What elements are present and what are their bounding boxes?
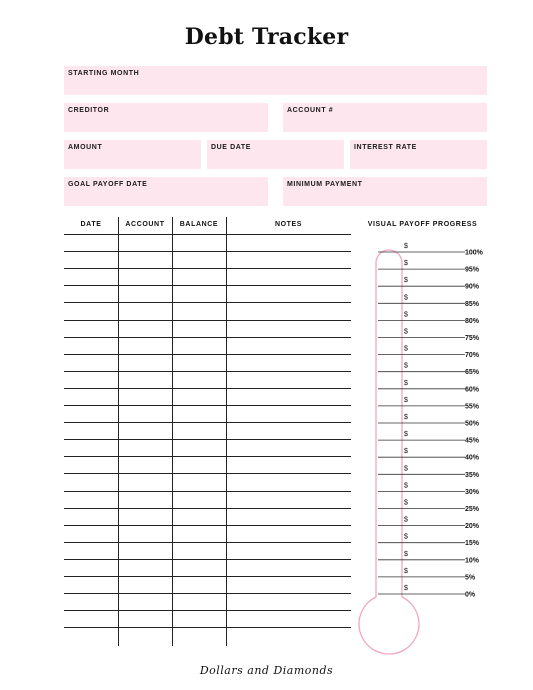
progress-percent-label: 0%	[465, 591, 476, 599]
progress-percent-label: 30%	[465, 488, 480, 496]
due-date-label: DUE DATE	[211, 144, 252, 151]
progress-percent-label: 55%	[465, 403, 480, 411]
progress-percent-label: 50%	[465, 420, 480, 428]
progress-percent-label: 5%	[465, 574, 476, 582]
balance-column-header: BALANCE	[179, 221, 219, 228]
progress-percent-label: 80%	[465, 317, 480, 325]
account-number-label: ACCOUNT #	[287, 107, 334, 114]
dollar-amount-label: $	[404, 277, 408, 285]
dollar-amount-label: $	[404, 550, 408, 558]
dollar-amount-label: $	[404, 533, 408, 541]
interest-rate-label: INTEREST RATE	[354, 144, 417, 151]
minimum-payment-label: MINIMUM PAYMENT	[287, 181, 363, 188]
dollar-amount-label: $	[404, 243, 408, 250]
dollar-amount-label: $	[404, 465, 408, 473]
dollar-amount-label: $	[404, 516, 408, 524]
dollar-amount-label: $	[404, 328, 408, 336]
dollar-amount-label: $	[404, 567, 408, 575]
progress-percent-label: 70%	[465, 352, 480, 360]
dollar-amount-label: $	[404, 482, 408, 490]
dollar-amount-label: $	[404, 448, 408, 456]
progress-percent-label: 65%	[465, 369, 480, 377]
dollar-amount-label: $	[404, 585, 408, 592]
progress-percent-label: 15%	[465, 540, 480, 548]
footer-brand: Dollars and Diamonds	[199, 664, 334, 677]
progress-percent-label: 45%	[465, 437, 480, 445]
progress-percent-label: 35%	[465, 471, 480, 479]
account-column-header: ACCOUNT	[125, 221, 165, 228]
dollar-amount-label: $	[404, 396, 408, 404]
progress-percent-label: 75%	[465, 335, 480, 342]
thermometer-outline	[359, 250, 419, 654]
dollar-amount-label: $	[404, 499, 408, 507]
page-title: Debt Tracker	[184, 24, 349, 50]
dollar-amount-label: $	[404, 414, 408, 421]
amount-label: AMOUNT	[68, 144, 103, 151]
dollar-amount-label: $	[404, 311, 408, 319]
progress-percent-label: 40%	[465, 454, 480, 462]
progress-percent-label: 90%	[465, 283, 480, 291]
dollar-amount-label: $	[404, 260, 408, 268]
goal-payoff-date-label: GOAL PAYOFF DATE	[68, 181, 148, 188]
starting-month-label: STARTING MONTH	[68, 70, 140, 77]
dollar-amount-label: $	[404, 379, 408, 387]
notes-column-header: NOTES	[274, 221, 303, 228]
creditor-label: CREDITOR	[68, 107, 110, 114]
progress-percent-label: 20%	[465, 523, 480, 531]
dollar-amount-label: $	[404, 431, 408, 439]
progress-percent-label: 95%	[465, 266, 480, 274]
progress-percent-label: 25%	[465, 506, 480, 513]
dollar-amount-label: $	[404, 294, 408, 302]
date-column-header: DATE	[80, 221, 102, 228]
progress-percent-label: 60%	[465, 386, 480, 394]
progress-percent-label: 100%	[465, 249, 483, 257]
progress-percent-label: 85%	[465, 300, 480, 308]
progress-percent-label: 10%	[465, 557, 480, 565]
dollar-amount-label: $	[404, 345, 408, 353]
progress-title: VISUAL PAYOFF PROGRESS	[367, 221, 478, 228]
dollar-amount-label: $	[404, 362, 408, 370]
